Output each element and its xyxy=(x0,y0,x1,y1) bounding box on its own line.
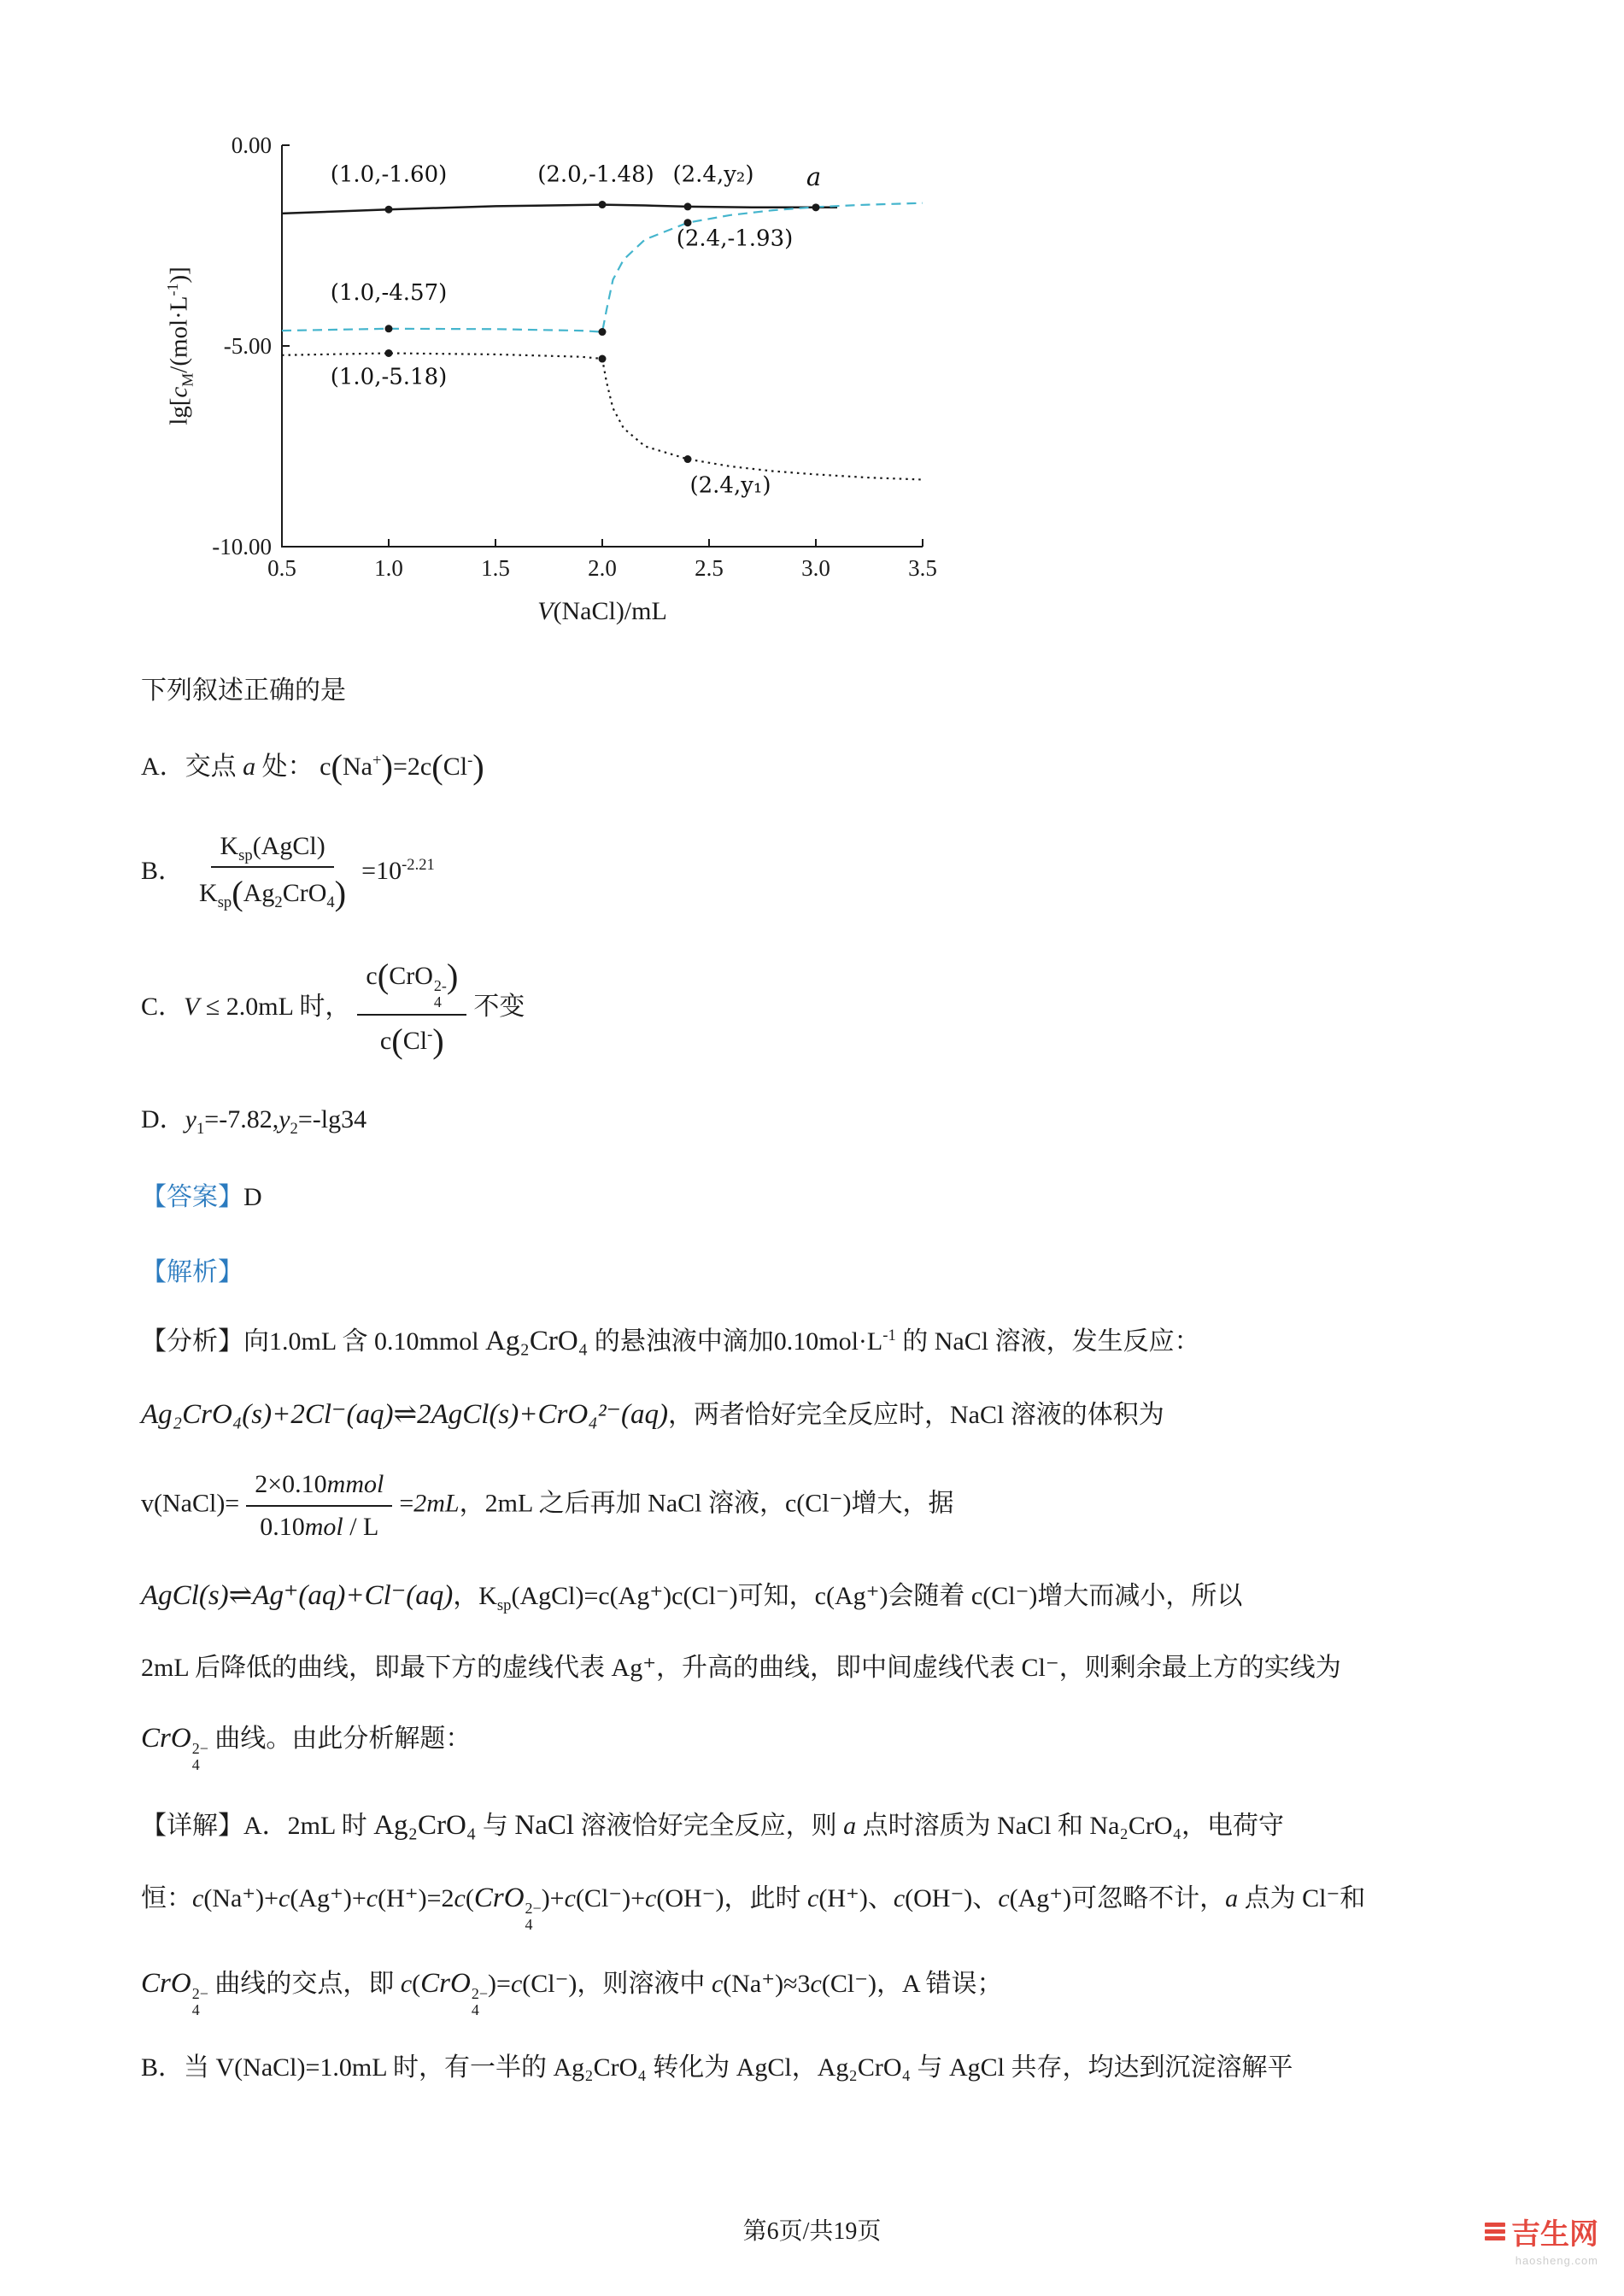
option-b: B． $\frac{K_{sp}(AgCl)}{K_{sp}(Ag_2CrO_4)}$ $=10^{-2.21}$ xyxy=(141,829,1539,917)
text-line: AgCl(s)⇌Ag⁺(aq)+Cl⁻(aq)，$K_{sp}(AgCl)=c(Ag^+)c(Cl^-)$可知，c(Ag⁺)会随着 c(Cl⁻)增大而减小，所以 xyxy=(141,1580,1243,1615)
svg-text:3.0: 3.0 xyxy=(801,555,830,581)
watermark-icon xyxy=(1485,2220,1505,2243)
explanation-line xyxy=(141,1250,1539,1288)
text-line: CrO 2− 4 曲线。由此分析解题： xyxy=(141,1722,472,1773)
svg-text:3.5: 3.5 xyxy=(908,555,937,581)
watermark-subtext: haosheng.com xyxy=(1515,2254,1598,2267)
chart-svg xyxy=(163,120,978,585)
svg-text:2.0: 2.0 xyxy=(588,555,617,581)
chart-y-axis-title: $\lg[c_M/(mol\cdot L^{-1})]$ xyxy=(163,266,196,425)
svg-text:-5.00: -5.00 xyxy=(223,333,272,359)
text-line: B．当 V(NaCl)=1.0mL 时，有一半的 Ag₂CrO₄ 转化为 AgCl，Ag₂CrO₄ 与 AgCl 共存，均达到沉淀溶解平 xyxy=(141,2053,1293,2082)
svg-text:(1.0,-4.57): (1.0,-4.57) xyxy=(330,279,448,306)
svg-text:0.00: 0.00 xyxy=(231,132,272,158)
answer-tag: 【答案】 xyxy=(141,1183,243,1212)
watermark-text: 吉生网 xyxy=(1511,2218,1598,2251)
svg-text:1.5: 1.5 xyxy=(481,555,510,581)
answer-value: D xyxy=(243,1183,262,1212)
text-line: CrO 2− 4 曲线的交点，即 c(CrO 2− 4 )=c(Cl⁻)，则溶液中 c(Na⁺)≈3c(Cl⁻)，A 错误； xyxy=(141,1968,1003,2019)
question-stem: 下列叙述正确的是 xyxy=(141,676,346,705)
svg-text:(1.0,-5.18): (1.0,-5.18) xyxy=(330,364,448,390)
option-d: D．$y_1=-7.82,y_2=-\lg 34$ xyxy=(141,1104,367,1138)
svg-text:-10.00: -10.00 xyxy=(212,534,272,559)
text-line: 2mL 后降低的曲线，即最下方的虚线代表 Ag⁺，升高的曲线，即中间虚线代表 Cl⁻，则剩余最上方的实线为 xyxy=(141,1653,1341,1682)
page-footer: 第6页/共19页 xyxy=(742,2218,882,2245)
analysis-paragraph xyxy=(141,1321,1539,1772)
watermark-row xyxy=(1485,2211,1598,2252)
text-line: 恒：c(Na⁺)+c(Ag⁺)+c(H⁺)=2c(CrO 2− 4 )+c(Cl⁻)+c(OH⁻)，此时 c(H⁺)、c(OH⁻)、c(Ag⁺)可忽略不计，a 点为 Cl⁻和 xyxy=(141,1883,1366,1934)
chart xyxy=(163,120,978,626)
watermark-logo xyxy=(1485,2211,1598,2267)
detail-paragraph xyxy=(141,1805,1539,2088)
svg-text:(2.0,-1.48): (2.0,-1.48) xyxy=(537,161,654,188)
answer-line xyxy=(141,1175,1539,1213)
option-a: A．交点 a 处： c(Na+)=2c(Cl-) xyxy=(141,747,484,786)
svg-text:(2.4,y₂): (2.4,y₂) xyxy=(672,161,754,188)
svg-text:2.5: 2.5 xyxy=(695,555,724,581)
text-line: 【详解】A．2mL 时 Ag₂CrO₄ 与 NaCl 溶液恰好完全反应，则 a 点时溶质为 NaCl 和 Na₂CrO₄，电荷守 xyxy=(141,1809,1284,1841)
svg-text:0.5: 0.5 xyxy=(267,555,296,581)
text-line: 【分析】向1.0mL 含 0.10mmol Ag₂CrO₄ 的悬浊液中滴加$0.10mol\cdot L^{-1}$ 的 NaCl 溶液，发生反应： xyxy=(141,1326,1200,1357)
svg-text:1.0: 1.0 xyxy=(374,555,403,581)
svg-text:(2.4,y₁): (2.4,y₁) xyxy=(689,472,771,499)
option-c: C．V ≤ 2.0mL 时， c(CrO 2- 4 ) c(Cl-) 不变 xyxy=(141,953,1539,1065)
svg-text:(2.4,-1.93): (2.4,-1.93) xyxy=(676,226,794,252)
text-line: Ag₂CrO₄(s)+2Cl⁻(aq)⇌2AgCl(s)+CrO₄²⁻(aq)，两者恰好完全反应时，NaCl 溶液的体积为 xyxy=(141,1398,1164,1430)
chart-x-axis-title: V(NaCl)/mL xyxy=(537,597,667,625)
svg-text:(1.0,-1.60): (1.0,-1.60) xyxy=(330,161,448,188)
explanation-tag: 【解析】 xyxy=(141,1258,243,1287)
text-line: v(NaCl)= $\frac{\text{2×0.10mmol}}{\text{0.10mol / L}}$ =2mL，2mL 之后再加 NaCl 溶液，c(Cl⁻)增大，据 xyxy=(141,1467,1539,1544)
svg-text:a: a xyxy=(806,162,822,191)
